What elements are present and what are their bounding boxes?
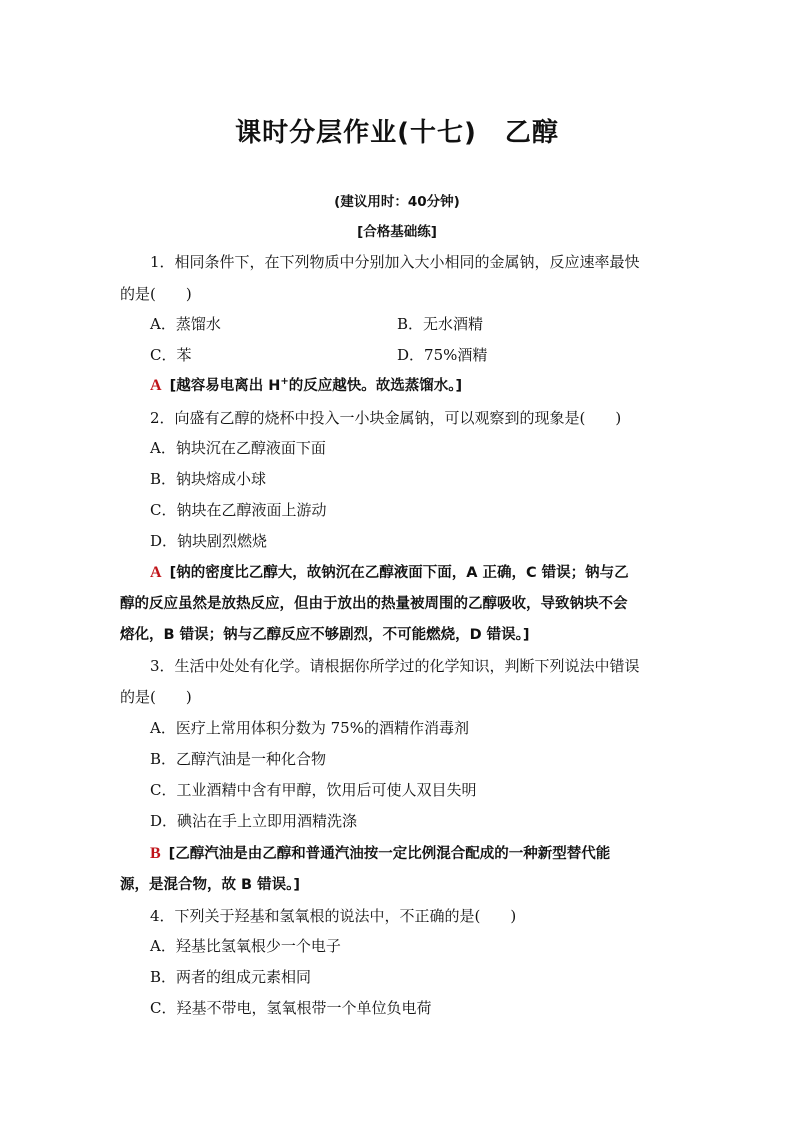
q4-option-c: C．羟基不带电，氢氧根带一个单位负电荷 <box>150 999 432 1017</box>
q2-stem: 2．向盛有乙醇的烧杯中投入一小块金属钠，可以观察到的现象是( ) <box>150 409 622 427</box>
title-main: 课时分层作业(十七) <box>235 118 477 148</box>
q1-option-c: C．苯 <box>150 346 192 364</box>
q1-stem-line1: 1．相同条件下，在下列物质中分别加入大小相同的金属钠，反应速率最快 <box>150 253 640 271</box>
q1-option-d: D．75%酒精 <box>397 346 488 364</box>
q3-stem-line2: 的是( ) <box>120 688 192 706</box>
q3-option-a: A．医疗上常用体积分数为 75%的酒精作消毒剂 <box>150 719 469 737</box>
q3-answer-letter: B <box>150 845 161 862</box>
q3-option-d: D．碘沾在手上立即用酒精洗涤 <box>150 812 358 830</box>
q3-answer-line1 <box>150 844 705 864</box>
q2-option-d: D．钠块剧烈燃烧 <box>150 532 268 550</box>
q1-answer-text-post: 的反应越快。故选蒸馏水。] <box>288 378 463 394</box>
q1-answer-text-pre: [越容易电离出 H <box>169 378 281 394</box>
q4-stem: 4．下列关于羟基和氢氧根的说法中，不正确的是( ) <box>150 907 517 925</box>
q2-answer-line2: 醇的反应虽然是放热反应，但由于放出的热量被周围的乙醇吸收，导致钠块不会 <box>120 596 628 612</box>
q2-answer-line1 <box>150 563 705 583</box>
q3-answer-line2: 源，是混合物，故 B 错误。] <box>120 877 301 893</box>
q2-option-a: A．钠块沉在乙醇液面下面 <box>150 439 326 457</box>
suggested-time: (建议用时：40分钟) <box>334 194 460 210</box>
q2-answer-letter: A <box>150 564 162 581</box>
q1-option-a: A．蒸馏水 <box>150 315 221 333</box>
q2-answer-line3: 熔化，B 错误；钠与乙醇反应不够剧烈，不可能燃烧，D 错误。] <box>120 627 530 643</box>
q1-stem-line2: 的是( ) <box>120 285 192 303</box>
q1-answer <box>150 376 705 396</box>
q2-option-b: B．钠块熔成小球 <box>150 470 267 488</box>
page-title <box>0 112 794 149</box>
section-heading: [合格基础练] <box>357 224 437 240</box>
q1-answer-letter: A <box>150 377 162 394</box>
q2-option-c: C．钠块在乙醇液面上游动 <box>150 501 327 519</box>
title-sub: 乙醇 <box>504 118 559 148</box>
q1-option-b: B．无水酒精 <box>397 315 484 333</box>
q4-option-b: B．两者的组成元素相同 <box>150 968 312 986</box>
q4-option-a: A．羟基比氢氧根少一个电子 <box>150 937 341 955</box>
q1-answer-sup: + <box>280 376 289 387</box>
q3-answer-text-1: [乙醇汽油是由乙醇和普通汽油按一定比例混合配成的一种新型替代能 <box>168 846 611 862</box>
q3-option-b: B．乙醇汽油是一种化合物 <box>150 750 327 768</box>
q2-answer-text-1: [钠的密度比乙醇大，故钠沉在乙醇液面下面，A 正确，C 错误；钠与乙 <box>169 565 629 581</box>
q3-option-c: C．工业酒精中含有甲醇，饮用后可使人双目失明 <box>150 781 477 799</box>
q3-stem-line1: 3．生活中处处有化学。请根据你所学过的化学知识，判断下列说法中错误 <box>150 657 640 675</box>
